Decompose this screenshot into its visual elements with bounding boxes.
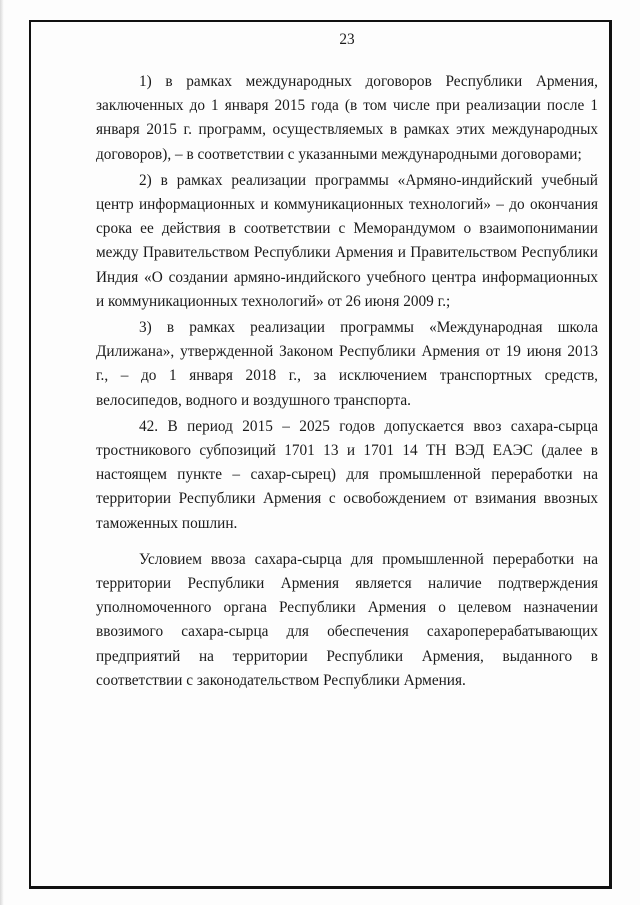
scan-edge <box>0 0 4 905</box>
document-body <box>96 30 598 693</box>
paragraph-item-2: 2) в рамках реализации программы «Армяно-индийский учебный центр информационных и коммуникационных технологий» – до окончания срока ее действия в соответствии с Меморандумом о взаимопонимании между Правительством Республики Армения и Правительством Республики Индия «О создании армяно-индийского учебного центра информационных и коммуникационных технологий» от 26 июня 2009 г.; <box>96 171 598 310</box>
paragraph-item-1: 1) в рамках международных договоров Республики Армения, заключенных до 1 января 2015 года (в том числе при реализации после 1 января 2015 г. программ, осуществляемых в рамках этих международных договоров), – в соответствии с указанными международными договорами; <box>96 73 598 163</box>
page-number: 23 <box>339 31 355 48</box>
paragraph-item-3: 3) в рамках реализации программы «Международная школа Дилижана», утвержденной Законом Республики Армения от 19 июня 2013 г., – до 1 января 2018 г., за исключением транспортных средств, велосипедов, водного и воздушного транспорта. <box>96 319 598 409</box>
paragraph-import-condition: Условием ввоза сахара-сырца для промышленной переработки на территории Республики Армения является наличие подтверждения уполномоченного органа Республики Армения о целевом назначении ввозимого сахара-сырца для обеспечения сахароперерабатывающих предприятий на территории Республики Армения, выданного в соответствии с законодательством Республики Армения. <box>96 550 598 689</box>
paragraph-42: 42. В период 2015 – 2025 годов допускается ввоз сахара-сырца тростникового субпозиций 1701 13 и 1701 14 ТН ВЭД ЕАЭС (далее в настоящем пункте – сахар-сырец) для промышленной переработки на территории Республики Армения с освобождением от взимания ввозных таможенных пошлин. <box>96 417 598 532</box>
